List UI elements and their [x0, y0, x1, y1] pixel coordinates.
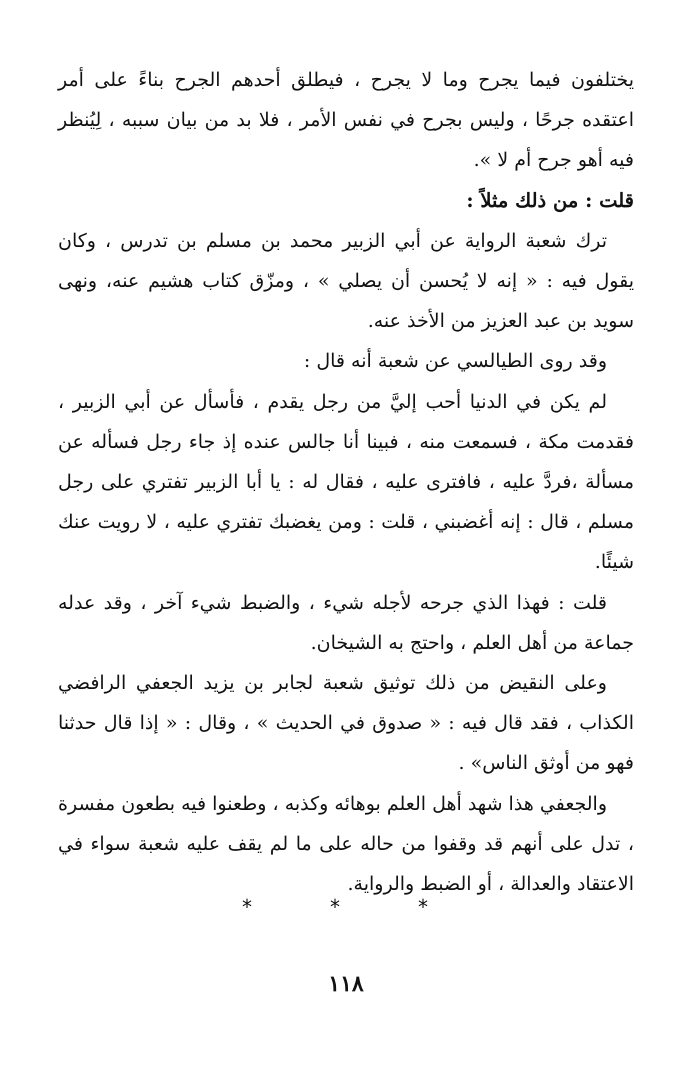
paragraph-2: ترك شعبة الرواية عن أبي الزبير محمد بن مسلم بن تدرس ، وكان يقول فيه : « إنه لا يُحسن أن يصلي » ، ومزّق كتاب هشيم عنه، ونهى سويد بن عبد العزيز من الأخذ عنه. [58, 229, 634, 333]
paragraph-7: والجعفي هذا شهد أهل العلم بوهائه وكذبه ، وطعنوا فيه بطعون مفسرة ، تدل على أنهم قد وقفوا من حاله على ما لم يقف عليه شعبة سواء في الاعتقاد والعدالة ، أو الضبط والرواية. [58, 792, 634, 896]
document-page [58, 60, 634, 1070]
paragraph-3: وقد روى الطيالسي عن شعبة أنه قال : [303, 350, 607, 373]
paragraph-4: لم يكن في الدنيا أحب إليَّ من رجل يقدم ، فأسأل عن أبي الزبير ، فقدمت مكة ، فسمعت منه ، فبينا أنا جالس عنده إذ جاء رجل فسأله عن مسألة ،فردَّ عليه ، فافترى عليه ، فقال له : يا أبا الزبير تفتري على رجل مسلم ، قال : إنه أغضبني ، قلت : ومن يغضبك تفتري عليه ، لا رويت عنك شيئًا. [58, 390, 634, 574]
section-separator [58, 892, 634, 922]
page-number: ١١٨ [328, 971, 364, 997]
paragraph-6: وعلى النقيض من ذلك توثيق شعبة لجابر بن يزيد الجعفي الرافضي الكذاب ، فقد قال فيه : « صدوق في الحديث » ، وقال : « إذا قال حدثنا فهو من أوثق الناس» . [58, 672, 634, 775]
paragraph-5: قلت : فهذا الذي جرحه لأجله شيء ، والضبط شيء آخر ، وقد عدله جماعة من أهل العلم ، واحتج به الشيخان. [58, 591, 634, 654]
separator-star: * [418, 895, 428, 919]
separator-star: * [242, 895, 252, 919]
section-heading: قلت : من ذلك مثلاً : [466, 188, 634, 212]
separator-star: * [330, 895, 340, 919]
paragraph-1: يختلفون فيما يجرح وما لا يجرح ، فيطلق أحدهم الجرح بناءً على أمر اعتقده جرحًا ، وليس بجرح في نفس الأمر ، فلا بد من بيان سببه ، لِيُنظر فيه أهو جرح أم لا ». [58, 69, 634, 172]
